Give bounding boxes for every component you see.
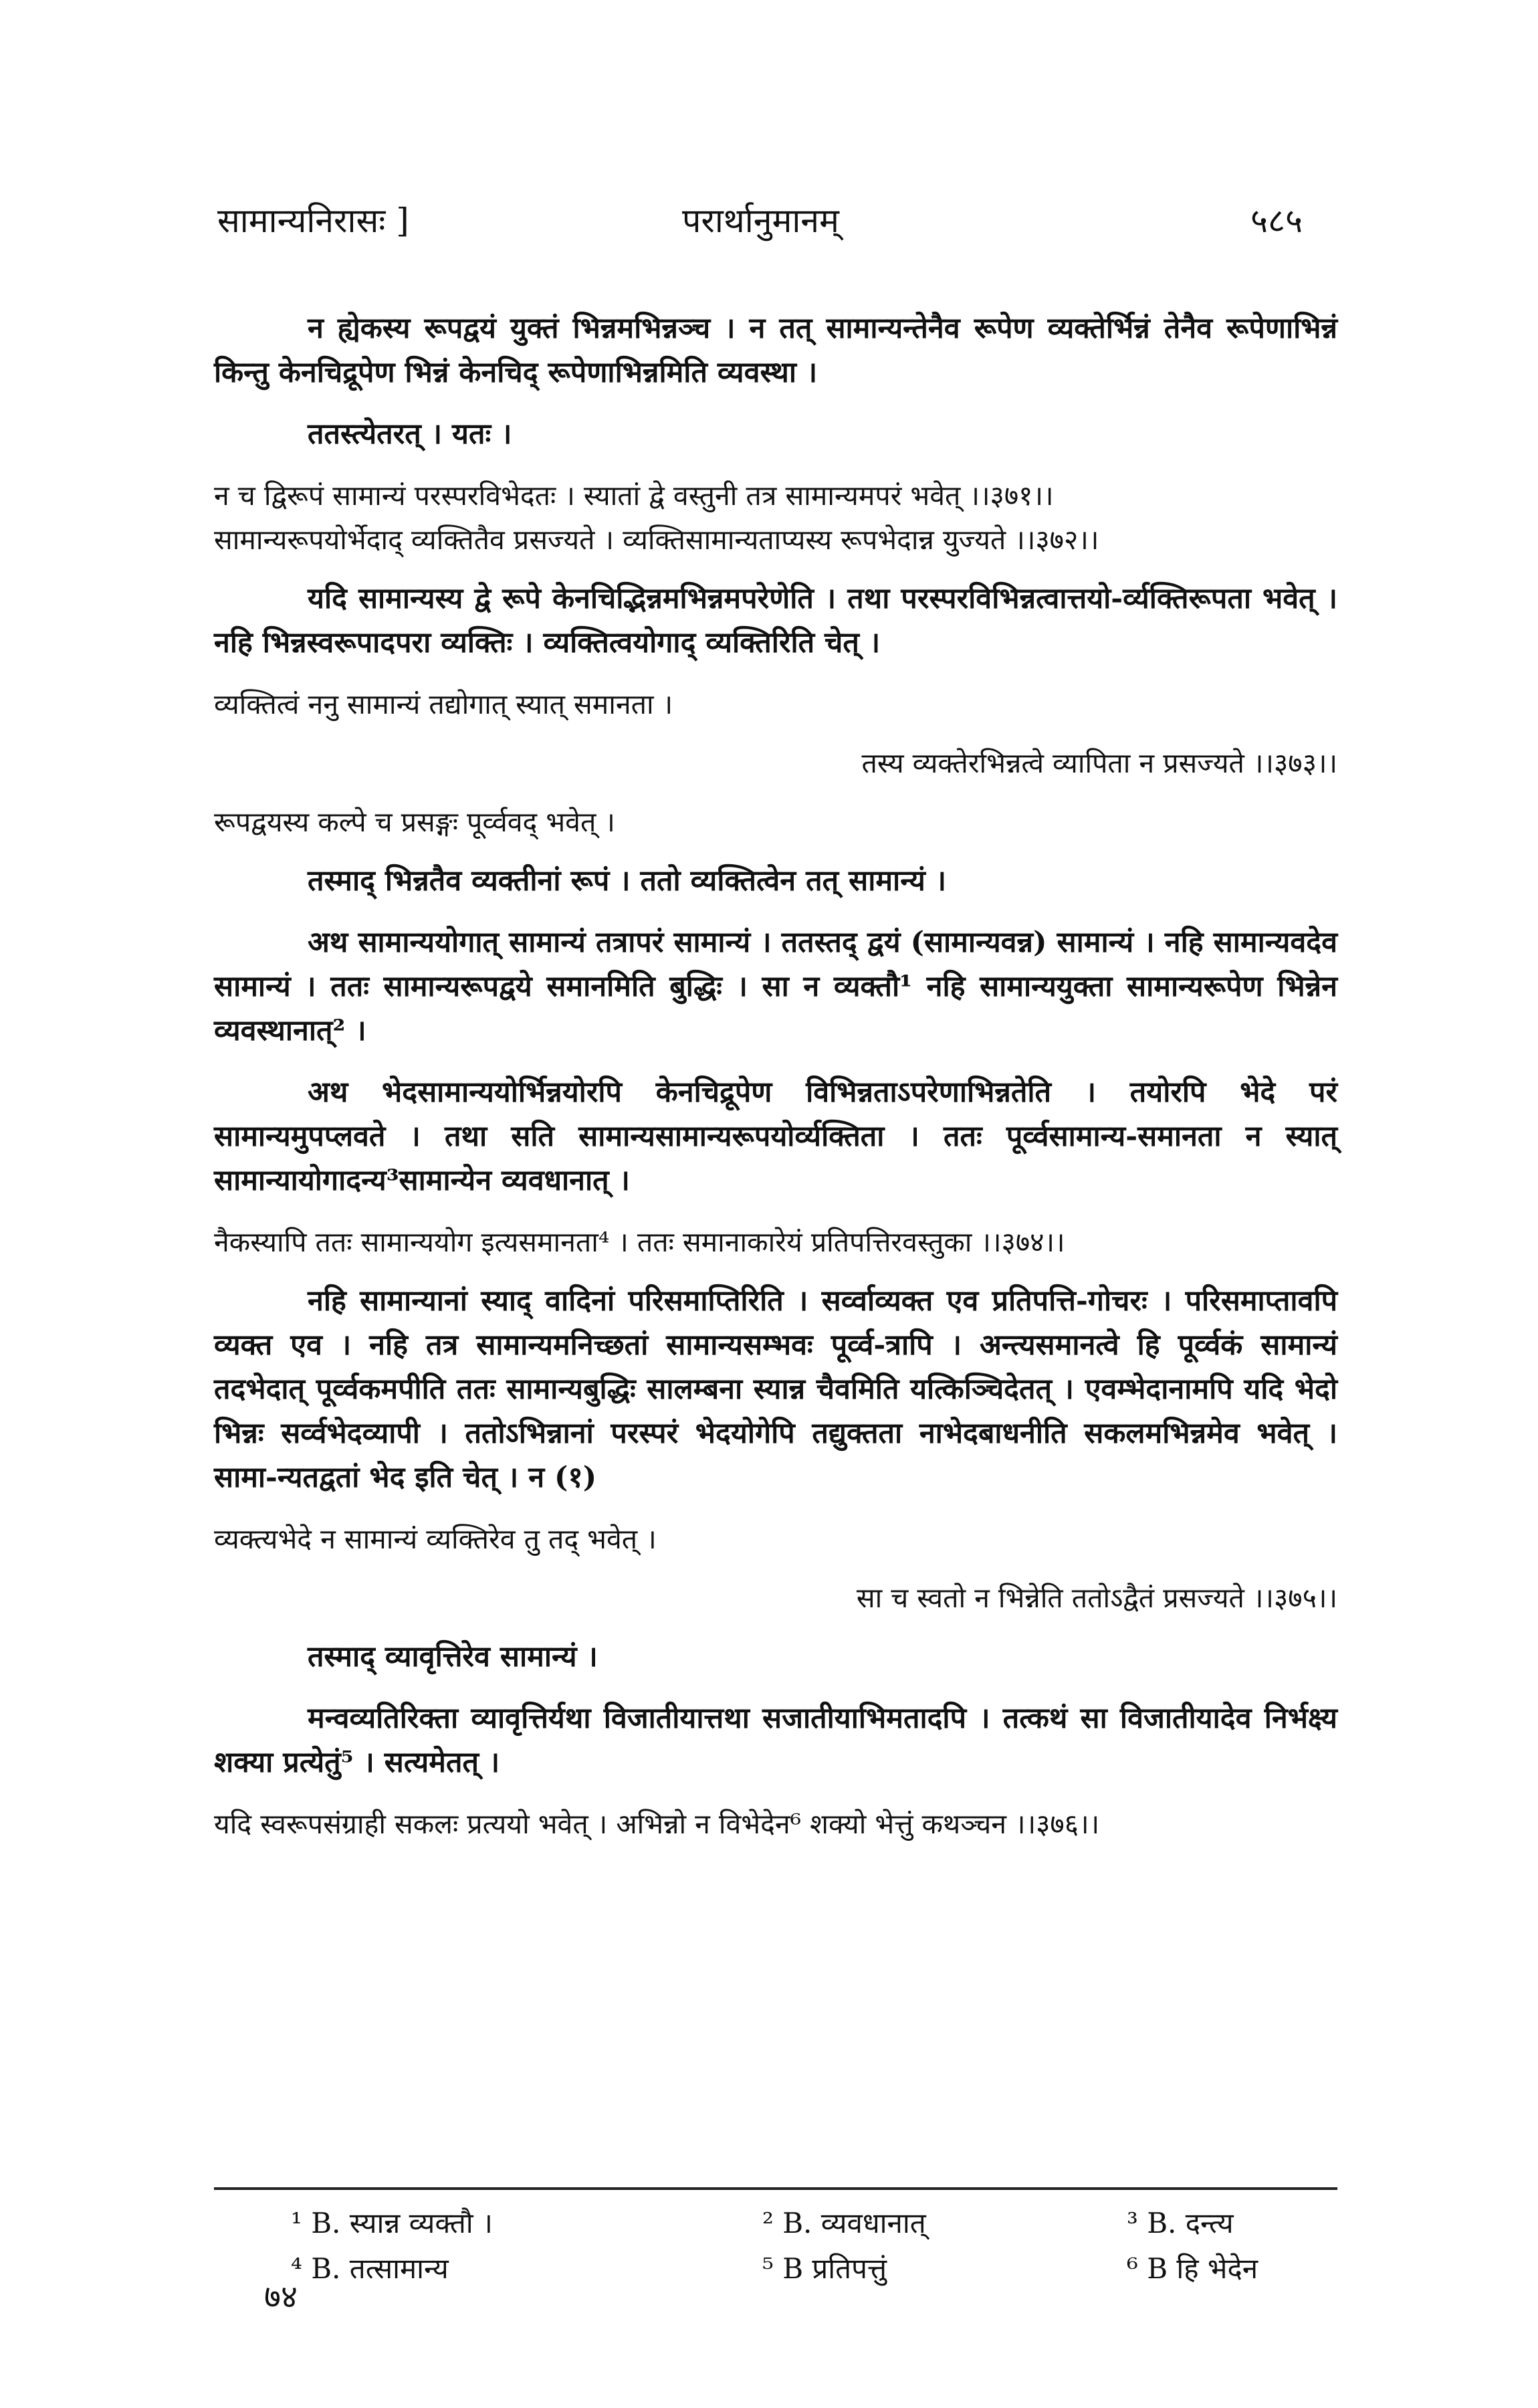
body-text [214, 306, 1337, 1861]
verse-line: व्यक्त्यभेदे न सामान्यं व्यक्तिरेव तु तद् भवेत् । [214, 1523, 657, 1555]
prose-paragraph: ततस्त्येतरत् । यतः । [308, 417, 512, 451]
footnote-row [214, 2246, 1337, 2292]
verse-line: सामान्यरूपयोर्भेदाद् व्यक्तितैव प्रसज्यते । व्यक्तिसामान्यताप्यस्य रूपभेदान्न युज्यते ।।३७२।। [214, 524, 1099, 556]
verse-line: न च द्विरूपं सामान्यं परस्परविभेदतः । स्यातां द्वे वस्तुनी तत्र सामान्यमपरं भवेत् ।।३७१।। [214, 480, 1054, 512]
verse-block [214, 1220, 1337, 1264]
verse-block [214, 1802, 1337, 1846]
verse-block [214, 741, 1337, 785]
prose-paragraph: नहि सामान्यानां स्याद् वादिनां परिसमाप्तिरिति । सर्व्वाव्यक्त एव प्रतिपत्ति-गोचरः । परिसमाप्तावपि व्यक्त एव । नहि तत्र सामान्यमनिच्छतां सामान्यसम्भवः पूर्व्व-त्रापि । अन्त्यसमानत्वे हि पूर्व्वकं सामान्यं तदभेदात् पूर्व्वकमपीति ततः सामान्यबुद्धिः सालम्बना स्यान्न चैवमिति यत्किञ्चिदेतत् । एवम्भेदानामपि यदि भेदो भिन्नः सर्व्वभेदव्यापी । ततोऽभिन्नानां परस्परं भेदयोगेपि तद्युक्तता नाभेदबाधनीति सकलमभिन्नमेव भवेत् । सामा-न्यतद्वतां भेद इति चेत् । न (१) [214, 1284, 1337, 1494]
prose-paragraph: तस्माद् भिन्नतैव व्यक्तीनां रूपं । ततो व्यक्तित्वेन तत् सामान्यं । [308, 864, 947, 898]
verse-line: तस्य व्यक्तेरभिन्नत्वे व्यापिता न प्रसज्यते ।।३७३।। [861, 747, 1337, 779]
verse-block [214, 800, 1337, 844]
verse-line: सा च स्वतो न भिन्नेति ततोऽद्वैतं प्रसज्यते ।।३७५।। [856, 1582, 1337, 1614]
running-head-left: सामान्यनिरासः ] [217, 201, 409, 240]
verse-line: यदि स्वरूपसंग्राही सकलः प्रत्ययो भवेत् । अभिन्नो न विभेदेन⁶ शक्यो भेत्तुं कथञ्चन ।।३७६।। [214, 1808, 1100, 1840]
verse-line: नैकस्यापि ततः सामान्ययोग इत्यसमानता⁴ । ततः समानाकारेयं प्रतिपत्तिरवस्तुका ।।३७४।। [214, 1226, 1065, 1258]
footnote: ⁵ B प्रतिपत्तुं [762, 2252, 887, 2285]
footnote: ⁴ B. तत्सामान्य [291, 2252, 449, 2285]
prose-paragraph: तस्माद् व्यावृत्तिरेव सामान्यं । [308, 1640, 598, 1674]
verse-line: व्यक्तित्वं ननु सामान्यं तद्योगात् स्यात् समानता । [214, 688, 673, 720]
prose-paragraph: अथ भेदसामान्ययोर्भिन्नयोरपि केनचिद्रूपेण विभिन्नताऽपरेणाभिन्नतेति । तयोरपि भेदे परं सामान्यमुपप्लवते । तथा सति सामान्यसामान्यरूपयोर्व्यक्तिता । ततः पूर्व्वसामान्य-समानता न स्यात् सामान्यायोगादन्य³सामान्येन व्यवधानात् । [214, 1076, 1337, 1197]
verse-block [214, 1517, 1337, 1561]
verse-block [214, 1576, 1337, 1620]
footnote: ³ B. दन्त्य [1127, 2207, 1234, 2239]
footnote: ⁶ B हि भेदेन [1127, 2252, 1258, 2285]
verse-block [214, 474, 1337, 562]
footnotes [214, 2201, 1337, 2292]
footnote: ² B. व्यवधानात् [762, 2207, 926, 2239]
running-head-title: परार्थानुमानम् [682, 201, 839, 240]
verse-line: रूपद्वयस्य कल्पे च प्रसङ्गः पूर्व्ववद् भवेत् । [214, 806, 615, 838]
footnote: ¹ B. स्यान्न व्यक्तौ । [291, 2207, 493, 2239]
footnote-row [214, 2201, 1337, 2246]
signature-mark: ७४ [264, 2278, 298, 2316]
prose-paragraph: मन्वव्यतिरिक्ता व्यावृत्तिर्यथा विजातीयात्तथा सजातीयाभिमतादपि । तत्कथं सा विजातीयादेव निर्भक्ष्य शक्या प्रत्येतुं⁵ । सत्यमेतत् । [214, 1702, 1337, 1779]
verse-block [214, 682, 1337, 726]
prose-paragraph: न ह्येकस्य रूपद्वयं युक्तं भिन्नमभिन्नञ्च । न तत् सामान्यन्तेनैव रूपेण व्यक्तेर्भिन्नं तेनैव रूपेणाभिन्नं किन्तु केनचिद्रूपेण भिन्नं केनचिद् रूपेणाभिन्नमिति व्यवस्था । [214, 312, 1337, 389]
page-number: ५८५ [1250, 201, 1303, 240]
prose-paragraph: अथ सामान्ययोगात् सामान्यं तत्रापरं सामान्यं । ततस्तद् द्वयं (सामान्यवन्न) सामान्यं । नहि सामान्यवदेव सामान्यं । ततः सामान्यरूपद्वये समानमिति बुद्धिः । सा न व्यक्तौ¹ नहि सामान्ययुक्ता सामान्यरूपेण भिन्नेन व्यवस्थानात्² । [214, 926, 1337, 1047]
footnote-divider [214, 2187, 1337, 2190]
prose-paragraph: यदि सामान्यस्य द्वे रूपे केनचिद्भिन्नमभिन्नमपरेणेति । तथा परस्परविभिन्नत्वात्तयो-र्व्यक्तिरूपता भवेत् । नहि भिन्नस्वरूपादपरा व्यक्तिः । व्यक्तित्वयोगाद् व्यक्तिरिति चेत् । [214, 582, 1337, 660]
